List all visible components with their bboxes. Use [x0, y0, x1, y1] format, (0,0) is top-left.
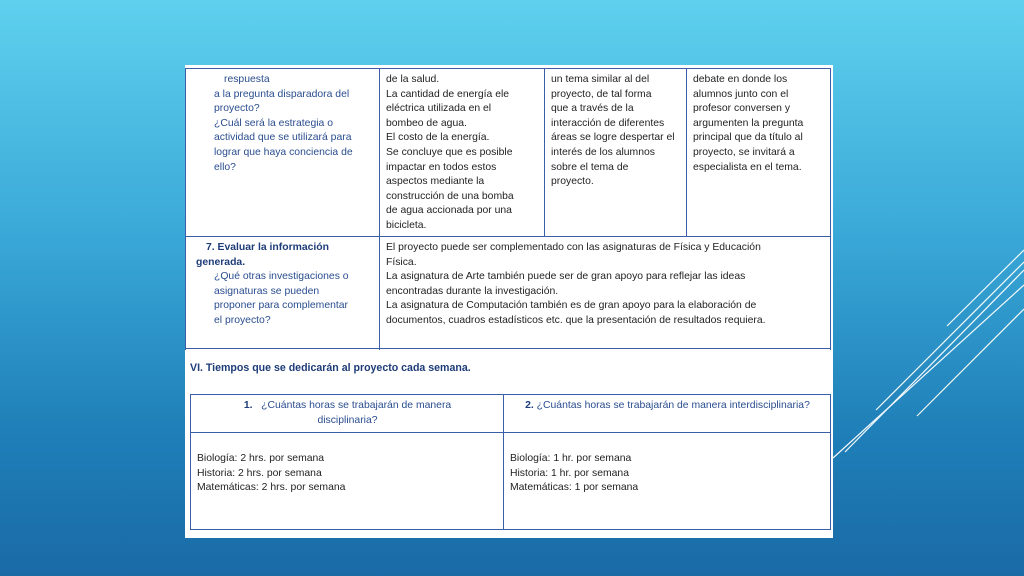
answer-2-line: Matemáticas: 1 por semana [510, 482, 639, 494]
answer-line: Física. [386, 256, 417, 268]
answer-1-line: Historia: 2 hrs. por semana [197, 467, 322, 479]
question-2-text: ¿Cuántas horas se trabajarán de manera interdisciplinaria? [536, 400, 810, 411]
table1-row2-col2 [381, 239, 830, 331]
col4-line: alumnos junto con el [693, 88, 789, 100]
col2-line: de la salud. [386, 74, 440, 85]
col2-line: Se concluye que es posible [386, 146, 513, 158]
col4-line: principal que da título al [693, 132, 803, 144]
col2-line: de agua accionada por una [386, 205, 512, 217]
table2-row-divider [190, 432, 831, 433]
question-line: proponer para complementar [214, 300, 348, 312]
answer-1-line: Biología: 2 hrs. por semana [197, 453, 325, 464]
table2-border-right [830, 394, 831, 530]
col4-line: debate en donde los [693, 74, 788, 85]
table2-question-1 [192, 397, 503, 430]
table1-row1-col2 [381, 71, 544, 236]
table1-row2-col1 [191, 239, 379, 331]
col3-line: sobre el tema de [551, 161, 629, 173]
section-heading: generada. [196, 256, 246, 268]
col2-line: El costo de la energía. [386, 132, 490, 144]
question-2-number: 2. [525, 400, 534, 411]
table1-border-right [830, 68, 831, 350]
table1-row-divider [185, 236, 831, 237]
table2-answer-2 [505, 450, 830, 498]
col1-line: ello? [214, 161, 236, 173]
answer-line: encontradas durante la investigación. [386, 285, 559, 297]
col3-line: proyecto. [551, 176, 594, 188]
col3-line: áreas se logre despertar el [551, 132, 675, 144]
answer-line: documentos, cuadros estadísticos etc. que la presentación de resultados requiera. [386, 314, 766, 326]
question-1-line [197, 399, 498, 414]
answer-line: La asignatura de Computación también es de gran apoyo para la elaboración de [386, 300, 757, 312]
question-line: asignaturas se pueden [214, 285, 320, 297]
col1-line: lograr que haya conciencia de [214, 146, 353, 158]
table1-row1-col4 [688, 71, 830, 177]
col1-line: ¿Cuál será la estrategia o [214, 117, 333, 129]
table1-row1-col1 [209, 71, 379, 177]
question-2-line [510, 399, 825, 414]
table2-answer-1 [192, 450, 503, 498]
col2-line: impactar en todos estos [386, 161, 497, 173]
col1-line: respuesta [224, 74, 270, 85]
col3-line: proyecto, de tal forma [551, 88, 652, 100]
answer-2-line: Historia: 1 hr. por semana [510, 467, 629, 479]
col2-line: eléctrica utilizada en el [386, 103, 492, 115]
col1-line: actividad que se utilizará para [214, 132, 352, 144]
table1-row1-col3 [546, 71, 686, 192]
section-heading: 7. Evaluar la información [206, 242, 329, 253]
col2-line: La cantidad de energía ele [386, 88, 510, 100]
answer-line: La asignatura de Arte también puede ser de gran apoyo para reflejar las ideas [386, 271, 746, 283]
section-title: VI. Tiempos que se dedicarán al proyecto cada semana. [190, 362, 471, 374]
col4-line: profesor conversen y [693, 103, 791, 115]
question-line: el proyecto? [214, 314, 271, 326]
table2-question-2 [505, 397, 830, 416]
col3-line: que a través de la [551, 103, 634, 115]
col2-line: construcción de una bomba [386, 190, 514, 202]
document-page [185, 65, 833, 538]
col2-line: aspectos mediante la [386, 176, 485, 188]
table1-border-bottom [185, 348, 831, 349]
table2-border-top [190, 394, 831, 395]
question-1-text: ¿Cuántas horas se trabajarán de manera [261, 400, 452, 411]
table1-border-left [185, 68, 186, 350]
col3-line: un tema similar al del [551, 74, 650, 85]
answer-2-line: Biología: 1 hr. por semana [510, 453, 632, 464]
col2-line: bicicleta. [386, 219, 427, 231]
answer-line: El proyecto puede ser complementado con las asignaturas de Física y Educación [386, 242, 761, 253]
col4-line: proyecto, se invitará a [693, 146, 795, 158]
table1-border-top [185, 68, 831, 69]
col4-line: argumenten la pregunta [693, 117, 804, 129]
question-line: ¿Qué otras investigaciones o [214, 271, 349, 283]
question-1-line: disciplinaria? [317, 414, 378, 426]
col1-line: proyecto? [214, 103, 260, 115]
col4-line: especialista en el tema. [693, 161, 802, 173]
col3-line: interés de los alumnos [551, 146, 655, 158]
col3-line: interacción de diferentes [551, 117, 665, 129]
table2-border-bottom [190, 529, 831, 530]
answer-1-line: Matemáticas: 2 hrs. por semana [197, 482, 346, 494]
col2-line: bombeo de agua. [386, 117, 467, 129]
question-1-number: 1. [243, 400, 253, 411]
col1-line: a la pregunta disparadora del [214, 88, 350, 100]
